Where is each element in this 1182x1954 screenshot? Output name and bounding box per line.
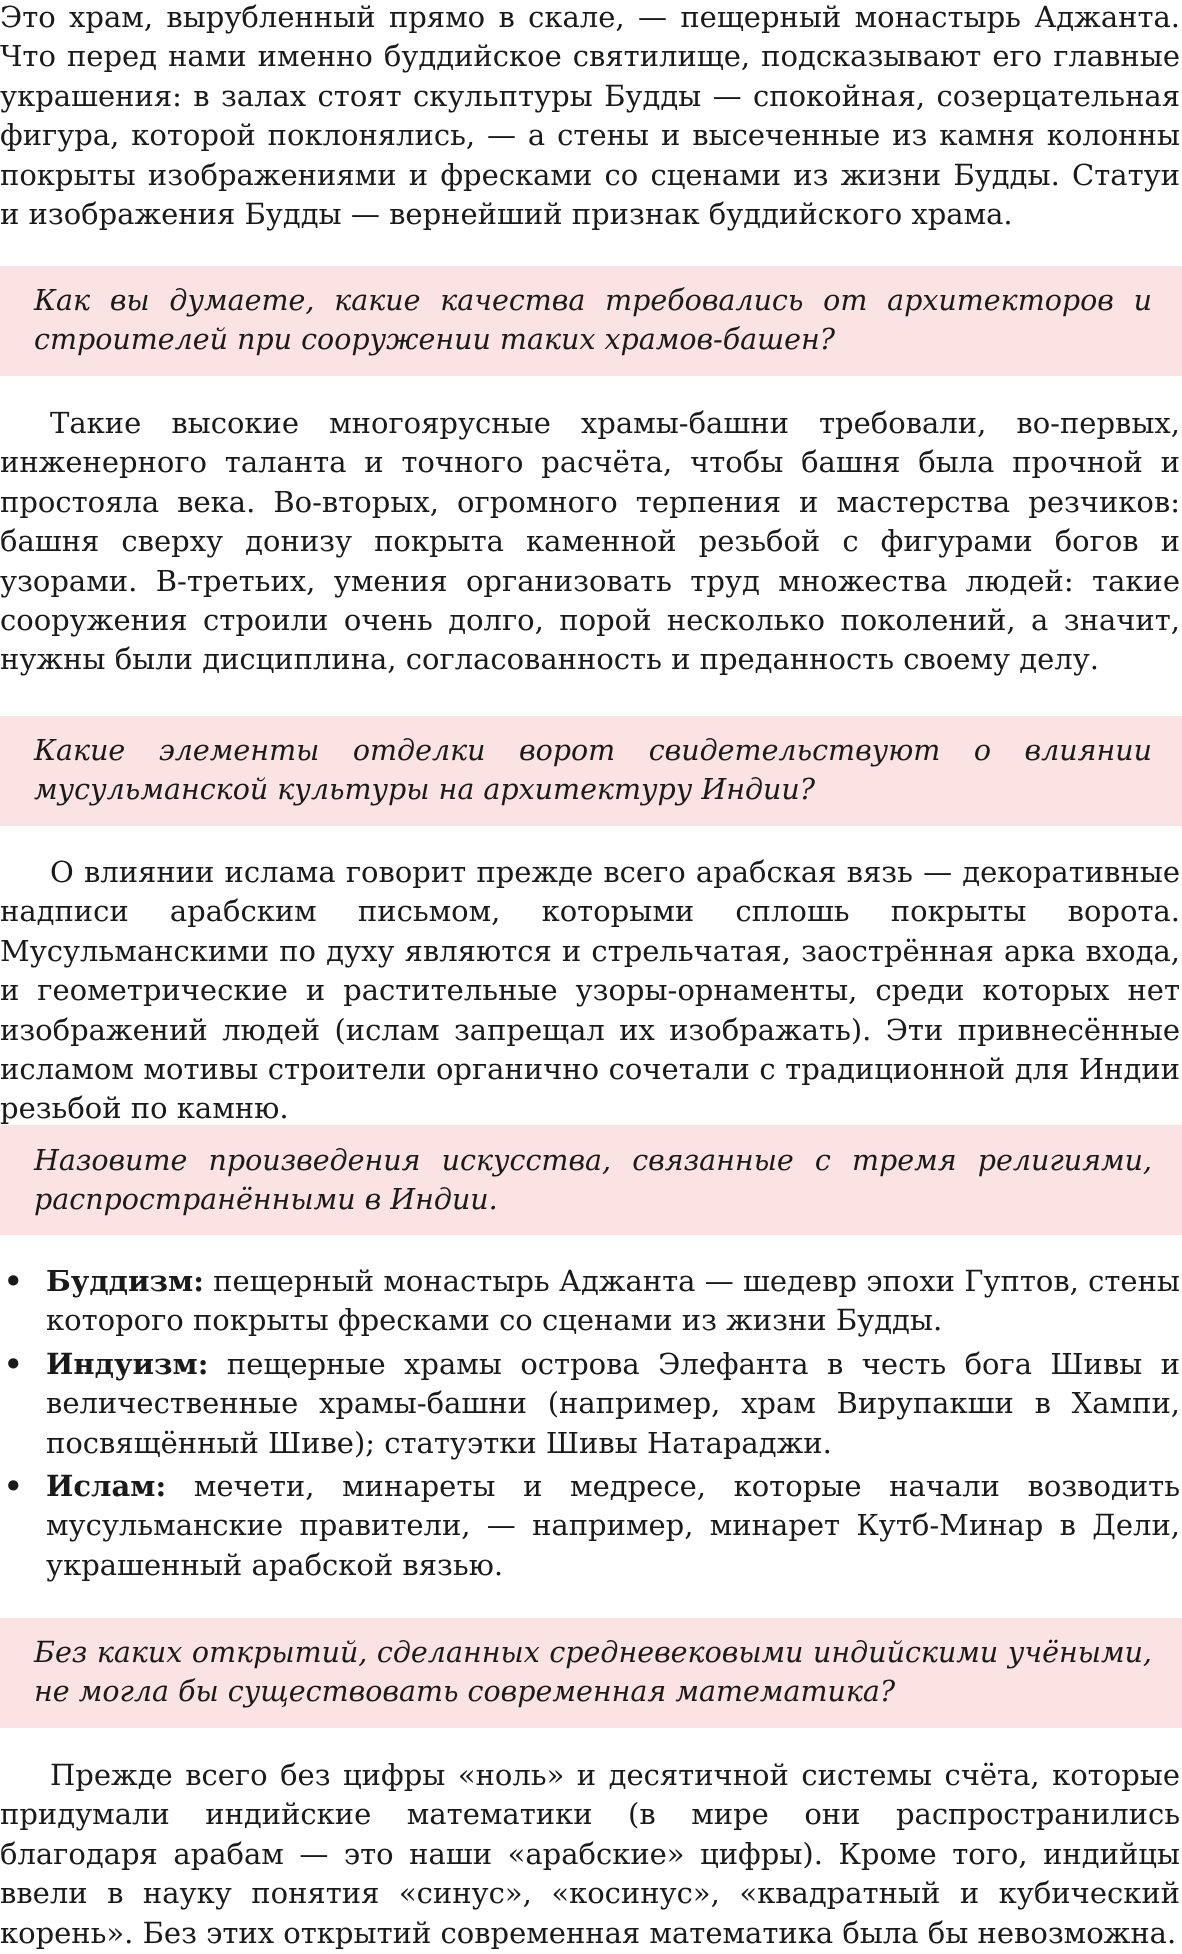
bullet-marker: • [4, 1264, 23, 1298]
list-item-islam [0, 1467, 1180, 1585]
bullet-marker: • [4, 1469, 23, 1504]
answer-4-paragraph: Прежде всего без цифры «ноль» и десятичной системы счёта, которые придумали индийские математики (в мире они распространились благодаря арабам — это наши «арабские» цифры). Кроме того, индийцы ввели в науку понятия «синус», «косинус», «квадратный и кубический корень». Без этих открытий современная математика была бы невозможна. [0, 1758, 1180, 1950]
question-4-text: Без каких открытий, сделанных средневековыми индийскими учёными, не могла бы существовать современная математика? [34, 1636, 1152, 1708]
question-2-text: Какие элементы отделки ворот свидетельствуют о влиянии мусульманской культуры на архитектуру Индии? [34, 734, 1152, 806]
religion-description: мечети, минареты и медресе, которые начали возводить мусульманские правители, — например, минарет Кутб-Минар в Дели, украшенный арабской вязью. [46, 1469, 1180, 1582]
answer-1-paragraph: Такие высокие многоярусные храмы-башни требовали, во-первых, инженерного таланта и точного расчёта, чтобы башня была прочной и простояла века. Во-вторых, огромного терпения и мастерства резчиков: башня сверху донизу покрыта каменной резьбой с фигурами богов и узорами. В-третьих, умения организовать труд множества людей: такие сооружения строили очень долго, порой несколько поколений, а значит, нужны были дисциплина, согласованность и преданность своему делу. [0, 406, 1180, 677]
question-1-text: Как вы думаете, какие качества требовались от архитекторов и строителей при сооружении таких храмов-башен? [34, 284, 1152, 356]
list-item-buddhism [0, 1262, 1180, 1341]
question-box-1 [0, 266, 1182, 376]
bullet-marker: • [4, 1346, 23, 1381]
question-box-2 [0, 716, 1182, 826]
religion-description: пещерный монастырь Аджанта — шедевр эпохи Гуптов, стены которого покрыты фресками со сценами из жизни Будды. [46, 1264, 1180, 1338]
religion-term: Ислам: [46, 1469, 167, 1504]
question-box-4 [0, 1618, 1182, 1728]
list-item-hinduism [0, 1345, 1180, 1463]
answer-2-paragraph: О влиянии ислама говорит прежде всего арабская вязь — декоративные надписи арабским письмом, которыми сплошь покрыты ворота. Мусульманскими по духу являются и стрельчатая, заострённая арка входа, и геометрические и растительные узоры-орнаменты, среди которых нет изображений людей (ислам запрещал их изображать). Эти привнесённые исламом мотивы строители органично сочетали с традиционной для Индии резьбой по камню. [0, 855, 1180, 1126]
religion-description: пещерные храмы острова Элефанта в честь бога Шивы и величественные храмы-башни (например, храм Вирупакши в Хампи, посвящённый Шиве); статуэтки Шивы Натараджи. [46, 1346, 1180, 1460]
question-box-3 [0, 1125, 1182, 1235]
question-3-text: Назовите произведения искусства, связанные с тремя религиями, распространёнными в Индии. [34, 1144, 1152, 1216]
religion-term: Индуизм: [46, 1346, 209, 1381]
religions-list [0, 1262, 1180, 1589]
religion-term: Буддизм: [46, 1264, 204, 1298]
intro-paragraph: Это храм, вырубленный прямо в скале, — пещерный монастырь Аджанта. Что перед нами именно буддийское святилище, подсказывают его главные украшения: в залах стоят скульптуры Будды — спокойная, созерцательная фигура, которой поклонялись, — а стены и высеченные из камня колонны покрыты изображениями и фресками со сценами из жизни Будды. Статуи и изображения Будды — вернейший признак буддийского храма. [0, 0, 1180, 232]
